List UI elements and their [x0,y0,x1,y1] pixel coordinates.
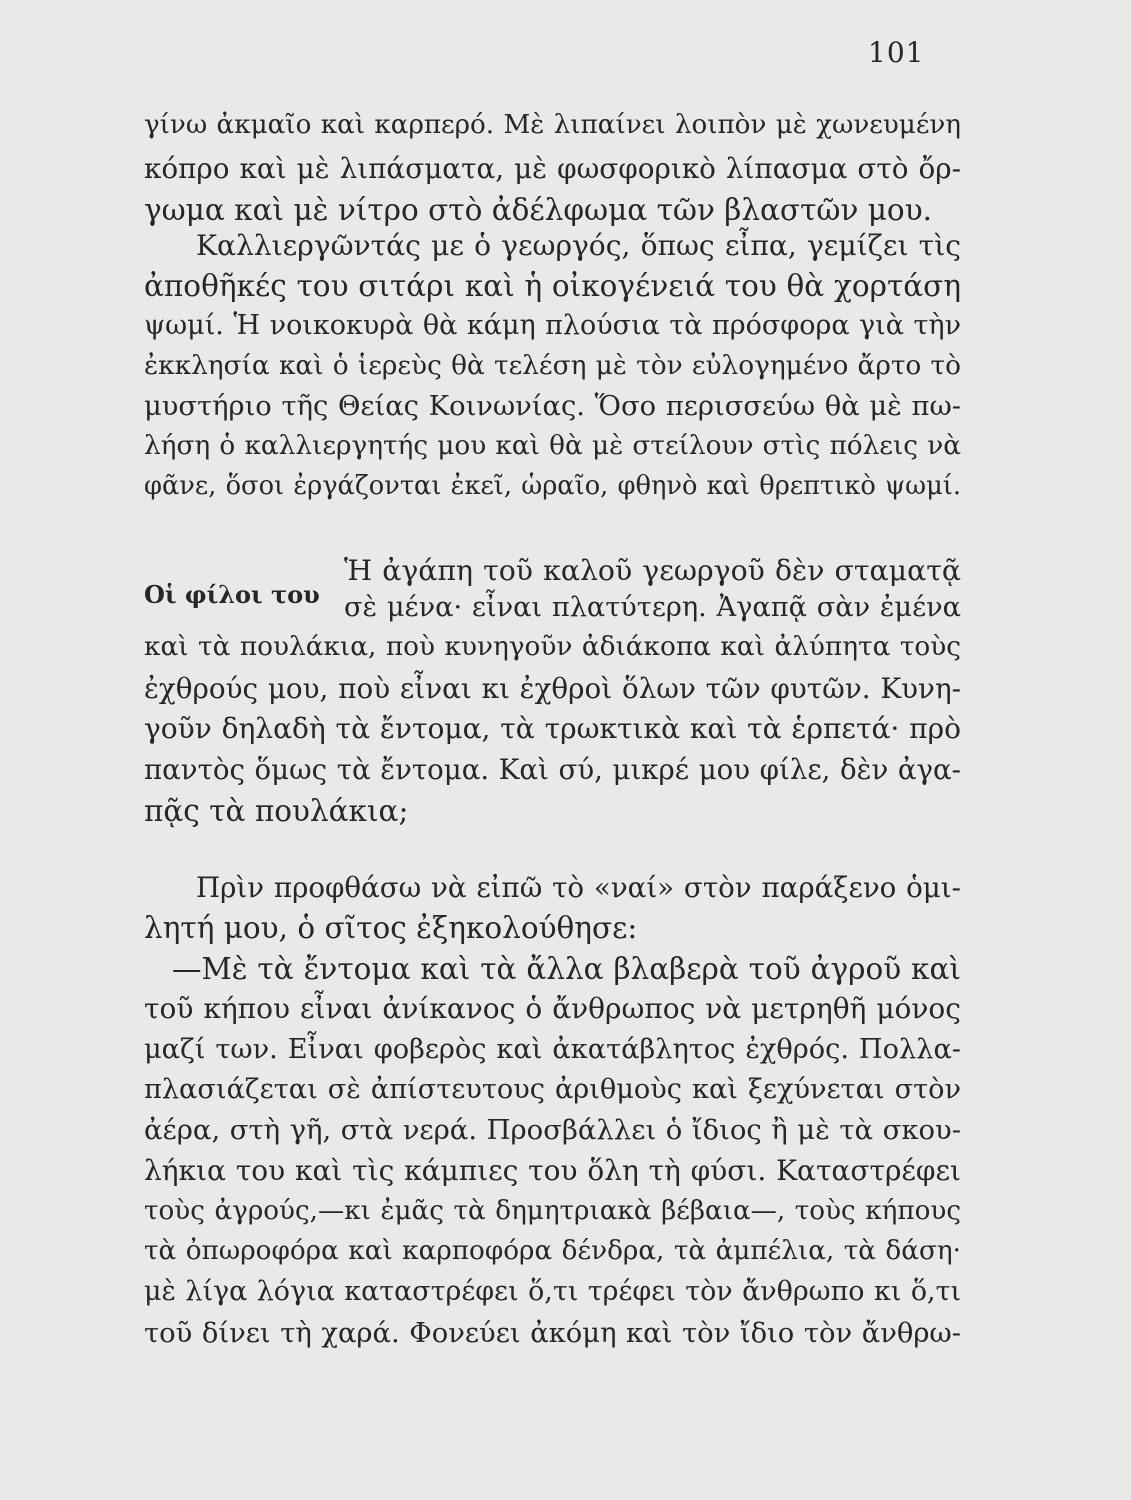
text-line: μὲ λίγα λόγια καταστρέφει ὅ,τι τρέφει τὸν ἄνθρωπο κι ὅ,τι [144,1276,961,1307]
text-line: τοὺς ἀγρούς,—κι ἐμᾶς τὰ δημητριακὰ βέβαια—, τοὺς κήπους [144,1196,961,1226]
text-line: λήκια του καὶ τὶς κάμπιες του ὅλη τὴ φύσι. Καταστρέφει [144,1154,961,1187]
text-line: γίνω ἀκμαῖο καὶ καρπερό. Μὲ λιπαίνει λοιπὸν μὲ χωνευμένη [144,110,961,140]
text-line: παντὸς ὅμως τὰ ἔντομα. Καὶ σύ, μικρέ μου φίλε, δὲν ἀγα- [144,753,961,786]
text-line: Καλλιεργῶντάς με ὁ γεωργός, ὅπως εἶπα, γεμίζει τὶς [196,229,961,262]
text-line: ψωμί. Ἡ νοικοκυρὰ θὰ κάμη πλούσια τὰ πρόσφορα γιὰ τὴν [144,310,961,341]
text-line: γωμα καὶ μὲ νίτρο στὸ ἀδέλφωμα τῶν βλαστῶν μου. [144,193,933,227]
text-line: φᾶνε, ὅσοι ἐργάζονται ἐκεῖ, ὡραῖο, φθηνὸ καὶ θρεπτικὸ ψωμί. [144,471,961,501]
text-line: Ἡ ἀγάπη τοῦ καλοῦ γεωργοῦ δὲν σταματᾷ [344,554,961,587]
text-line: τοῦ δίνει τὴ χαρά. Φονεύει ἀκόμη καὶ τὸν ἴδιο τὸν ἄνθρω- [144,1318,961,1349]
text-line: κόπρο καὶ μὲ λιπάσματα, μὲ φωσφορικὸ λίπασμα στὸ ὄρ- [144,152,961,185]
text-line: σὲ μένα· εἶναι πλατύτερη. Ἀγαπᾷ σὰν ἐμένα [344,592,961,623]
text-line: τοῦ κήπου εἶναι ἀνίκανος ὁ ἄνθρωπος νὰ μετρηθῆ μόνος [144,992,961,1025]
text-line: Πρὶν προφθάσω νὰ εἰπῶ τὸ «ναί» στὸν παράξενο ὁμι- [196,871,961,904]
text-line: μυστήριο τῆς Θείας Κοινωνίας. Ὅσο περισσεύω θὰ μὲ πω- [144,391,961,422]
text-line: ἀποθῆκές του σιτάρι καὶ ἡ οἰκογένειά του θὰ χορτάση [144,269,961,303]
side-heading: Οἱ φίλοι του [144,580,320,609]
text-line: τὰ ὀπωροφόρα καὶ καρποφόρα δένδρα, τὰ ἀμπέλια, τὰ δάση· [144,1236,961,1266]
text-line: μαζί των. Εἶναι φοβερὸς καὶ ἀκατάβλητος ἐχθρός. Πολλα- [144,1034,961,1065]
page-number: 101 [868,36,925,69]
text-line: πλασιάζεται σὲ ἀπίστευτους ἀριθμοὺς καὶ ξεχύνεται στὸν [144,1074,961,1105]
text-line: πᾷς τὰ πουλάκια; [144,794,409,828]
text-line: λήση ὁ καλλιεργητής μου καὶ θὰ μὲ στείλουν στὶς πόλεις νὰ [144,431,961,461]
text-line: γοῦν δηλαδὴ τὰ ἔντομα, τὰ τρωκτικὰ καὶ τὰ ἑρπετά· πρὸ [144,712,961,745]
text-line: ἐχθρούς μου, ποὺ εἶναι κι ἐχθροὶ ὅλων τῶν φυτῶν. Κυνη- [144,672,961,705]
text-line: ἀέρα, στὴ γῆ, στὰ νερά. Προσβάλλει ὁ ἴδιος ἢ μὲ τὰ σκου- [144,1114,961,1146]
text-line: —Μὲ τὰ ἔντομα καὶ τὰ ἄλλα βλαβερὰ τοῦ ἀγροῦ καὶ [172,952,961,986]
text-line: καὶ τὰ πουλάκια, ποὺ κυνηγοῦν ἀδιάκοπα καὶ ἀλύπητα τοὺς [144,632,961,662]
text-line: ἐκκλησία καὶ ὁ ἱερεὺς θὰ τελέση μὲ τὸν εὐλογημένο ἄρτο τὸ [144,351,961,381]
text-line: λητή μου, ὁ σῖτος ἐξηκολούθησε: [144,911,638,945]
